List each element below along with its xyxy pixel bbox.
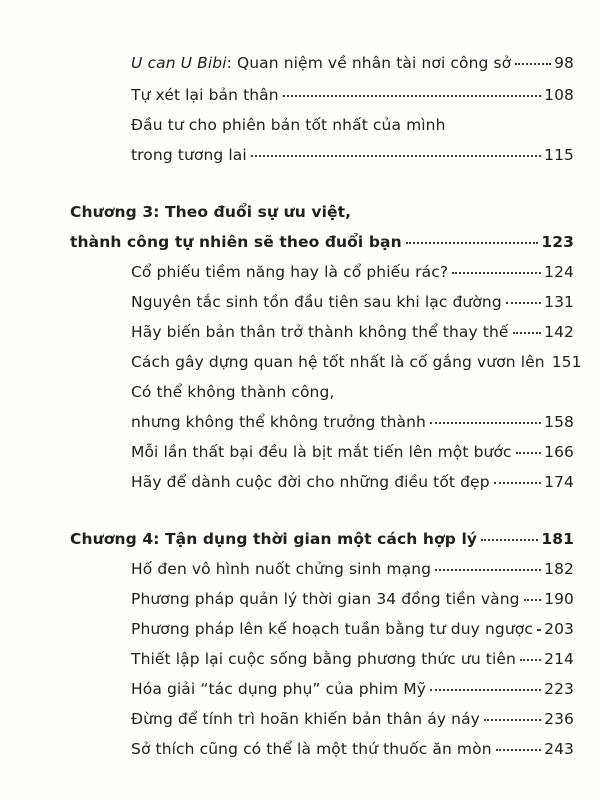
toc-entry-page: 166: [544, 443, 574, 461]
toc-entry: [131, 413, 574, 439]
toc-entry-title: Hãy để dành cuộc đời cho những điều tốt đẹp: [131, 473, 490, 491]
toc-entry-page: 223: [544, 680, 574, 698]
toc-entry: [131, 146, 574, 172]
toc-entry: [131, 650, 574, 676]
toc-entry-page: 243: [544, 740, 574, 758]
dot-leader: [513, 332, 542, 334]
toc-entry-page: 124: [544, 263, 574, 281]
toc-entry-title: trong tương lai: [131, 146, 247, 164]
toc-entry-page: 190: [544, 590, 574, 608]
dot-leader: [494, 482, 541, 484]
toc-entry-title: Phương pháp lên kế hoạch tuần bằng tư duy ngược: [131, 620, 533, 638]
dot-leader: [251, 155, 541, 157]
toc-entry: [131, 323, 574, 349]
toc-entry-title: Phương pháp quản lý thời gian 34 đồng tiền vàng: [131, 590, 520, 608]
toc-entry: [131, 473, 574, 499]
toc-entry-title: Mỗi lần thất bại đều là bịt mắt tiến lên một bước: [131, 443, 512, 461]
dot-leader: [496, 749, 541, 751]
dot-leader: [520, 659, 541, 661]
toc-entry-title: Cách gây dựng quan hệ tốt nhất là cố gắng vươn lên: [131, 353, 545, 371]
toc-entry: [131, 293, 574, 319]
toc-entry-title: Đầu tư cho phiên bản tốt nhất của mình: [131, 116, 446, 134]
toc-entry-title: Sở thích cũng có thể là một thứ thuốc ăn mòn: [131, 740, 492, 758]
toc-entry-line1: [131, 116, 574, 142]
toc-entry-title: nhưng không thể không trưởng thành: [131, 413, 426, 431]
dot-leader: [406, 242, 539, 244]
chapter-heading: [70, 530, 574, 556]
toc-entry: [131, 54, 574, 80]
toc-entry-page: 108: [544, 86, 574, 104]
dot-leader: [506, 302, 541, 304]
toc-entry-title: Nguyên tắc sinh tồn đầu tiên sau khi lạc đường: [131, 293, 502, 311]
toc-entry-page: 131: [544, 293, 574, 311]
chapter-title: thành công tự nhiên sẽ theo đuổi bạn: [70, 233, 402, 251]
toc-entry-title: Đừng để tính trì hoãn khiến bản thân áy náy: [131, 710, 480, 728]
toc-entry-line1: [131, 383, 574, 409]
dot-leader: [537, 629, 541, 631]
toc-entry: [131, 680, 574, 706]
chapter-title: Chương 4: Tận dụng thời gian một cách hợp lý: [70, 530, 478, 548]
toc-entry-page: 158: [544, 413, 574, 431]
toc-entry-title: Hóa giải “tác dụng phụ” của phim Mỹ: [131, 680, 427, 698]
toc-entry-title: Thiết lập lại cuộc sống bằng phương thức ưu tiên: [131, 650, 516, 668]
dot-leader: [516, 452, 541, 454]
toc-entry-title: Cổ phiếu tiềm năng hay là cổ phiếu rác?: [131, 263, 449, 281]
toc-entry: [131, 86, 574, 112]
dot-leader: [430, 689, 541, 691]
toc-entry-page: 174: [544, 473, 574, 491]
toc-entry-page: 98: [554, 54, 574, 72]
toc-entry-title: : Quan niệm về nhân tài nơi công sở: [226, 54, 512, 72]
toc-entry-title-italic: U can U Bibi: [131, 54, 227, 72]
toc-entry-page: 142: [544, 323, 574, 341]
toc-entry-page: 236: [544, 710, 574, 728]
toc-entry-page: 203: [544, 620, 574, 638]
dot-leader: [452, 272, 541, 274]
toc-entry: [131, 590, 574, 616]
toc-entry-title: Có thể không thành công,: [131, 383, 335, 401]
toc-entry: [131, 740, 574, 766]
toc-entry-page: 151: [551, 353, 582, 371]
chapter-heading: [70, 233, 574, 259]
dot-leader: [484, 719, 541, 721]
toc-entry: [131, 620, 574, 646]
toc-entry-page: 182: [544, 560, 574, 578]
toc-entry-page: 115: [544, 146, 574, 164]
dot-leader: [515, 63, 551, 65]
chapter-title: Chương 3: Theo đuổi sự ưu việt,: [70, 203, 352, 221]
toc-entry: [131, 353, 582, 379]
dot-leader: [524, 599, 542, 601]
chapter-page: 181: [541, 530, 574, 548]
toc-entry-page: 214: [544, 650, 574, 668]
toc-entry-title: Hố đen vô hình nuốt chửng sinh mạng: [131, 560, 432, 578]
toc-entry: [131, 560, 574, 586]
dot-leader: [481, 539, 538, 541]
dot-leader: [283, 95, 541, 97]
toc-entry-title: Hãy biến bản thân trở thành không thể thay thế: [131, 323, 509, 341]
toc-entry: [131, 443, 574, 469]
toc-entry: [131, 263, 574, 289]
toc-entry-title: Tự xét lại bản thân: [131, 86, 279, 104]
toc-entry: [131, 710, 574, 736]
dot-leader: [435, 569, 541, 571]
chapter-heading-line1: [70, 203, 574, 229]
dot-leader: [430, 422, 541, 424]
chapter-page: 123: [541, 233, 574, 251]
